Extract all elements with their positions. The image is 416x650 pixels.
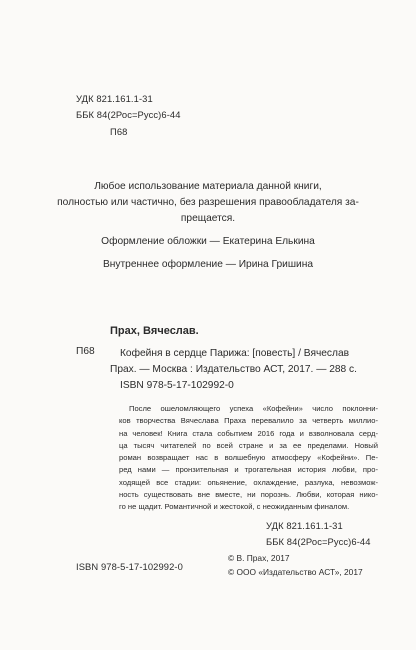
- udk-code-bottom: УДК 821.161.1-31: [266, 520, 343, 531]
- udk-code-top: УДК 821.161.1-31: [76, 93, 153, 104]
- bib-line-2: Прах. — Москва : Издательство АСТ, 2017. — 288 с.: [110, 364, 357, 375]
- cover-design-credit: Оформление обложки — Екатерина Елькина: [101, 236, 315, 247]
- copyright-notice-line-3: прещается.: [180, 213, 236, 224]
- bib-line-1: Кофейня в сердце Парижа: [повесть] / Вячеслав: [120, 348, 350, 359]
- annotation-line: роман возвращает нас в волшебную атмосферу «Кофейни». Пе-: [119, 453, 378, 463]
- annotation-line: ность существовать вне вместе, ни порознь. Любви, которая нико-: [119, 490, 378, 500]
- annotation-line: на человек! Книга стала событием 2016 года и взволновала серд-: [119, 428, 378, 438]
- catalog-bibliographic-description: [110, 346, 383, 378]
- annotation-line: ков творчества Вячеслава Праха перевалило за четверть миллио-: [119, 416, 378, 426]
- annotation-line: го не щадит. Романтичной и жестокой, с неожиданным финалом.: [119, 502, 350, 512]
- publisher-copyright: © ООО «Издательство АСТ», 2017: [228, 567, 363, 577]
- bbk-code-bottom: ББК 84(2Рос=Русс)6-44: [266, 536, 371, 547]
- catalog-author-mark: П68: [76, 346, 95, 357]
- annotation-line: ходящей все стадии: опьянение, охлаждение, разлука, невозмож-: [119, 477, 378, 487]
- catalog-author: Прах, Вячеслав.: [110, 325, 199, 337]
- interior-design-credit: Внутреннее оформление — Ирина Гришина: [102, 259, 313, 270]
- catalog-annotation: [119, 403, 378, 514]
- bbk-code-top: ББК 84(2Рос=Русс)6-44: [76, 109, 181, 120]
- copyright-notice-line-2: полностью или частично, без разрешения правообладателя за-: [57, 197, 359, 208]
- author-copyright: © В. Прах, 2017: [228, 553, 290, 563]
- footer-isbn: ISBN 978-5-17-102992-0: [76, 561, 183, 572]
- catalog-isbn: ISBN 978-5-17-102992-0: [120, 380, 234, 391]
- annotation-line: ца тысяч читателей по всей стране и за ее пределами. Новый: [119, 440, 378, 450]
- copyright-notice-line-1: Любое использование материала данной книги,: [94, 181, 322, 192]
- author-mark-top: П68: [110, 126, 128, 137]
- annotation-line: ред нами — пронзительная и трогательная история любви, про-: [119, 465, 378, 475]
- annotation-line: После ошеломляющего успеха «Кофейни» число поклонни-: [129, 404, 378, 413]
